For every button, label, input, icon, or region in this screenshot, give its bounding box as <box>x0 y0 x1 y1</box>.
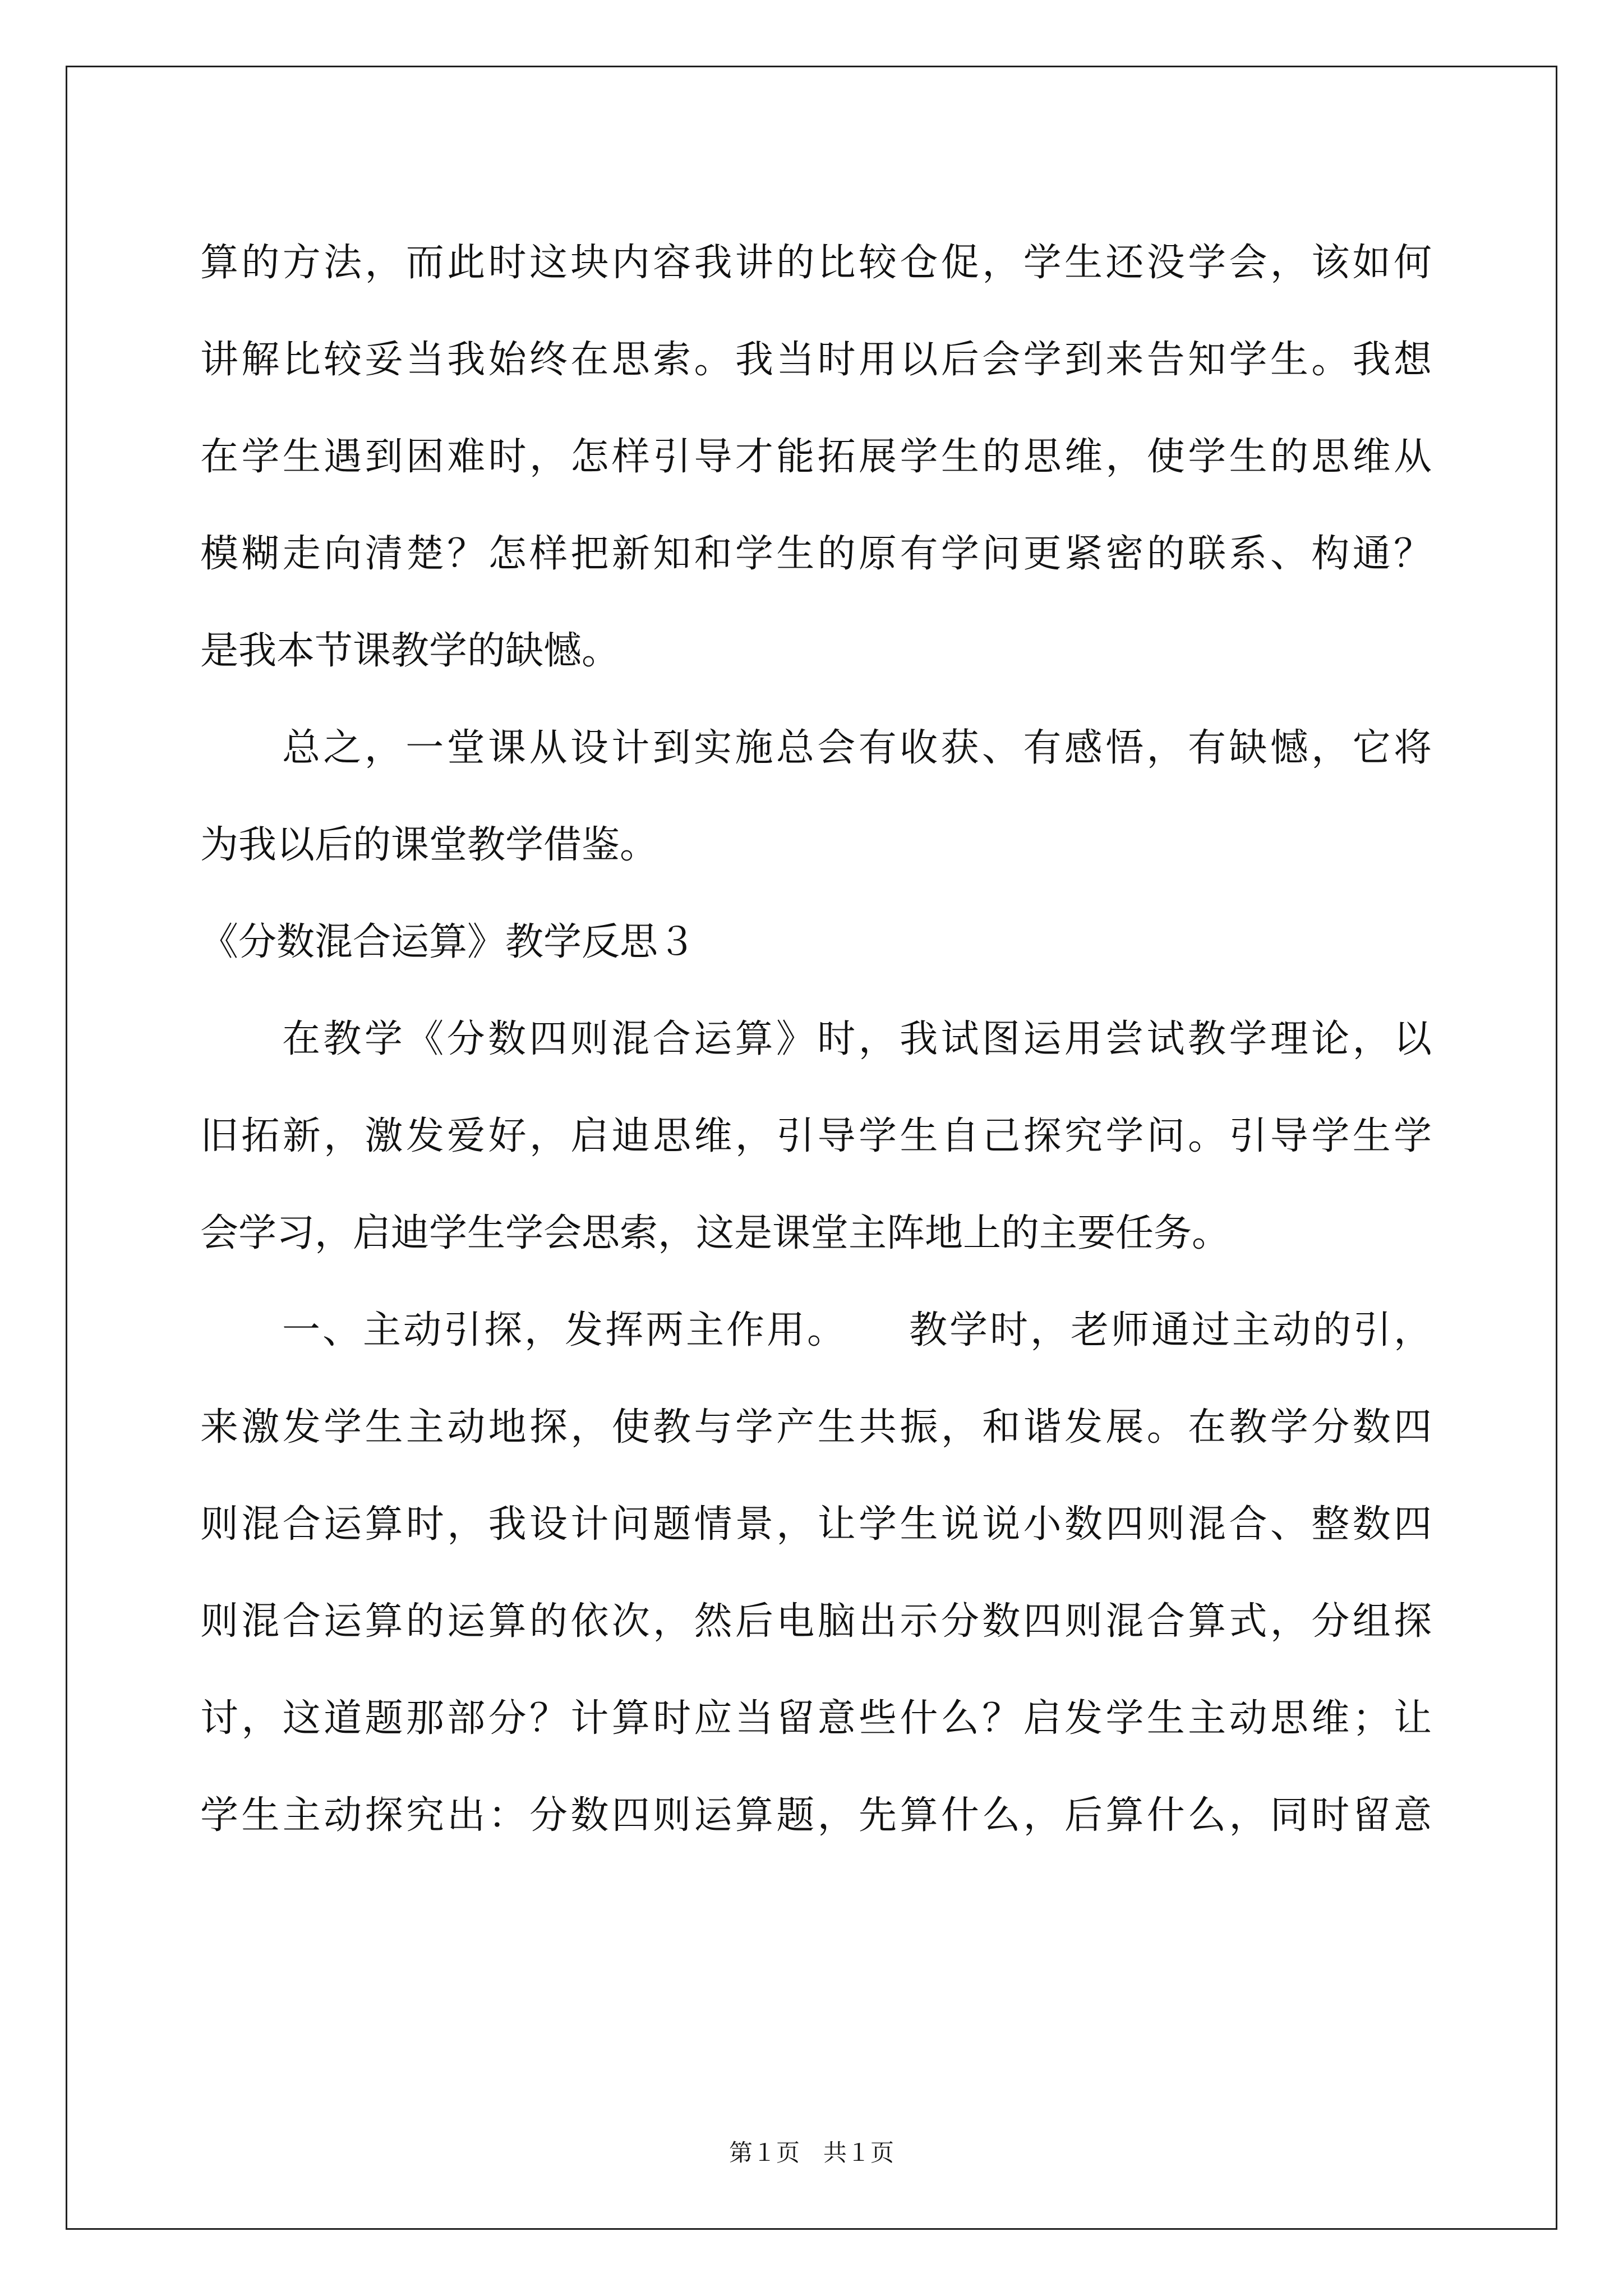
text-line: 则混合运算时，我设计问题情景，让学生说说小数四则混合、整数四 <box>200 1502 1432 1547</box>
text-line: 则混合运算的运算的依次，然后电脑出示分数四则混合算式，分组探 <box>200 1599 1432 1644</box>
text-line: 旧拓新，激发爱好，启迪思维，引导学生自己探究学问。引导学生学 <box>200 1114 1432 1158</box>
text-line: 一、主动引探，发挥两主作用。 教学时，老师通过主动的引， <box>282 1308 1432 1352</box>
document-body <box>200 214 1432 1864</box>
text-line: 会学习，启迪学生学会思索，这是课堂主阵地上的主要任务。 <box>200 1211 1230 1255</box>
text-line: 讲解比较妥当我始终在思索。我当时用以后会学到来告知学生。我想 <box>200 338 1432 382</box>
text-line: 是我本节课教学的缺憾。 <box>200 629 620 673</box>
text-line: 在学生遇到困难时，怎样引导才能拓展学生的思维，使学生的思维从 <box>200 435 1432 479</box>
section-heading: 《分数混合运算》教学反思３ <box>200 920 697 964</box>
text-line: 总之，一堂课从设计到实施总会有收获、有感悟，有缺憾，它将 <box>282 726 1432 770</box>
text-line: 算的方法，而此时这块内容我讲的比较仓促，学生还没学会，该如何 <box>200 241 1432 285</box>
text-line: 在教学《分数四则混合运算》时，我试图运用尝试教学理论，以 <box>282 1017 1432 1061</box>
text-line: 为我以后的课堂教学借鉴。 <box>200 823 658 867</box>
page-footer: 第１页 共１页 <box>728 2139 894 2166</box>
text-line: 来激发学生主动地探，使教与学产生共振，和谐发展。在教学分数四 <box>200 1405 1432 1450</box>
text-line: 模糊走向清楚？怎样把新知和学生的原有学问更紧密的联系、构通？ <box>200 532 1432 576</box>
text-line: 讨，这道题那部分？计算时应当留意些什么？启发学生主动思维；让 <box>200 1696 1432 1741</box>
text-line: 学生主动探究出：分数四则运算题，先算什么，后算什么，同时留意 <box>200 1793 1432 1838</box>
